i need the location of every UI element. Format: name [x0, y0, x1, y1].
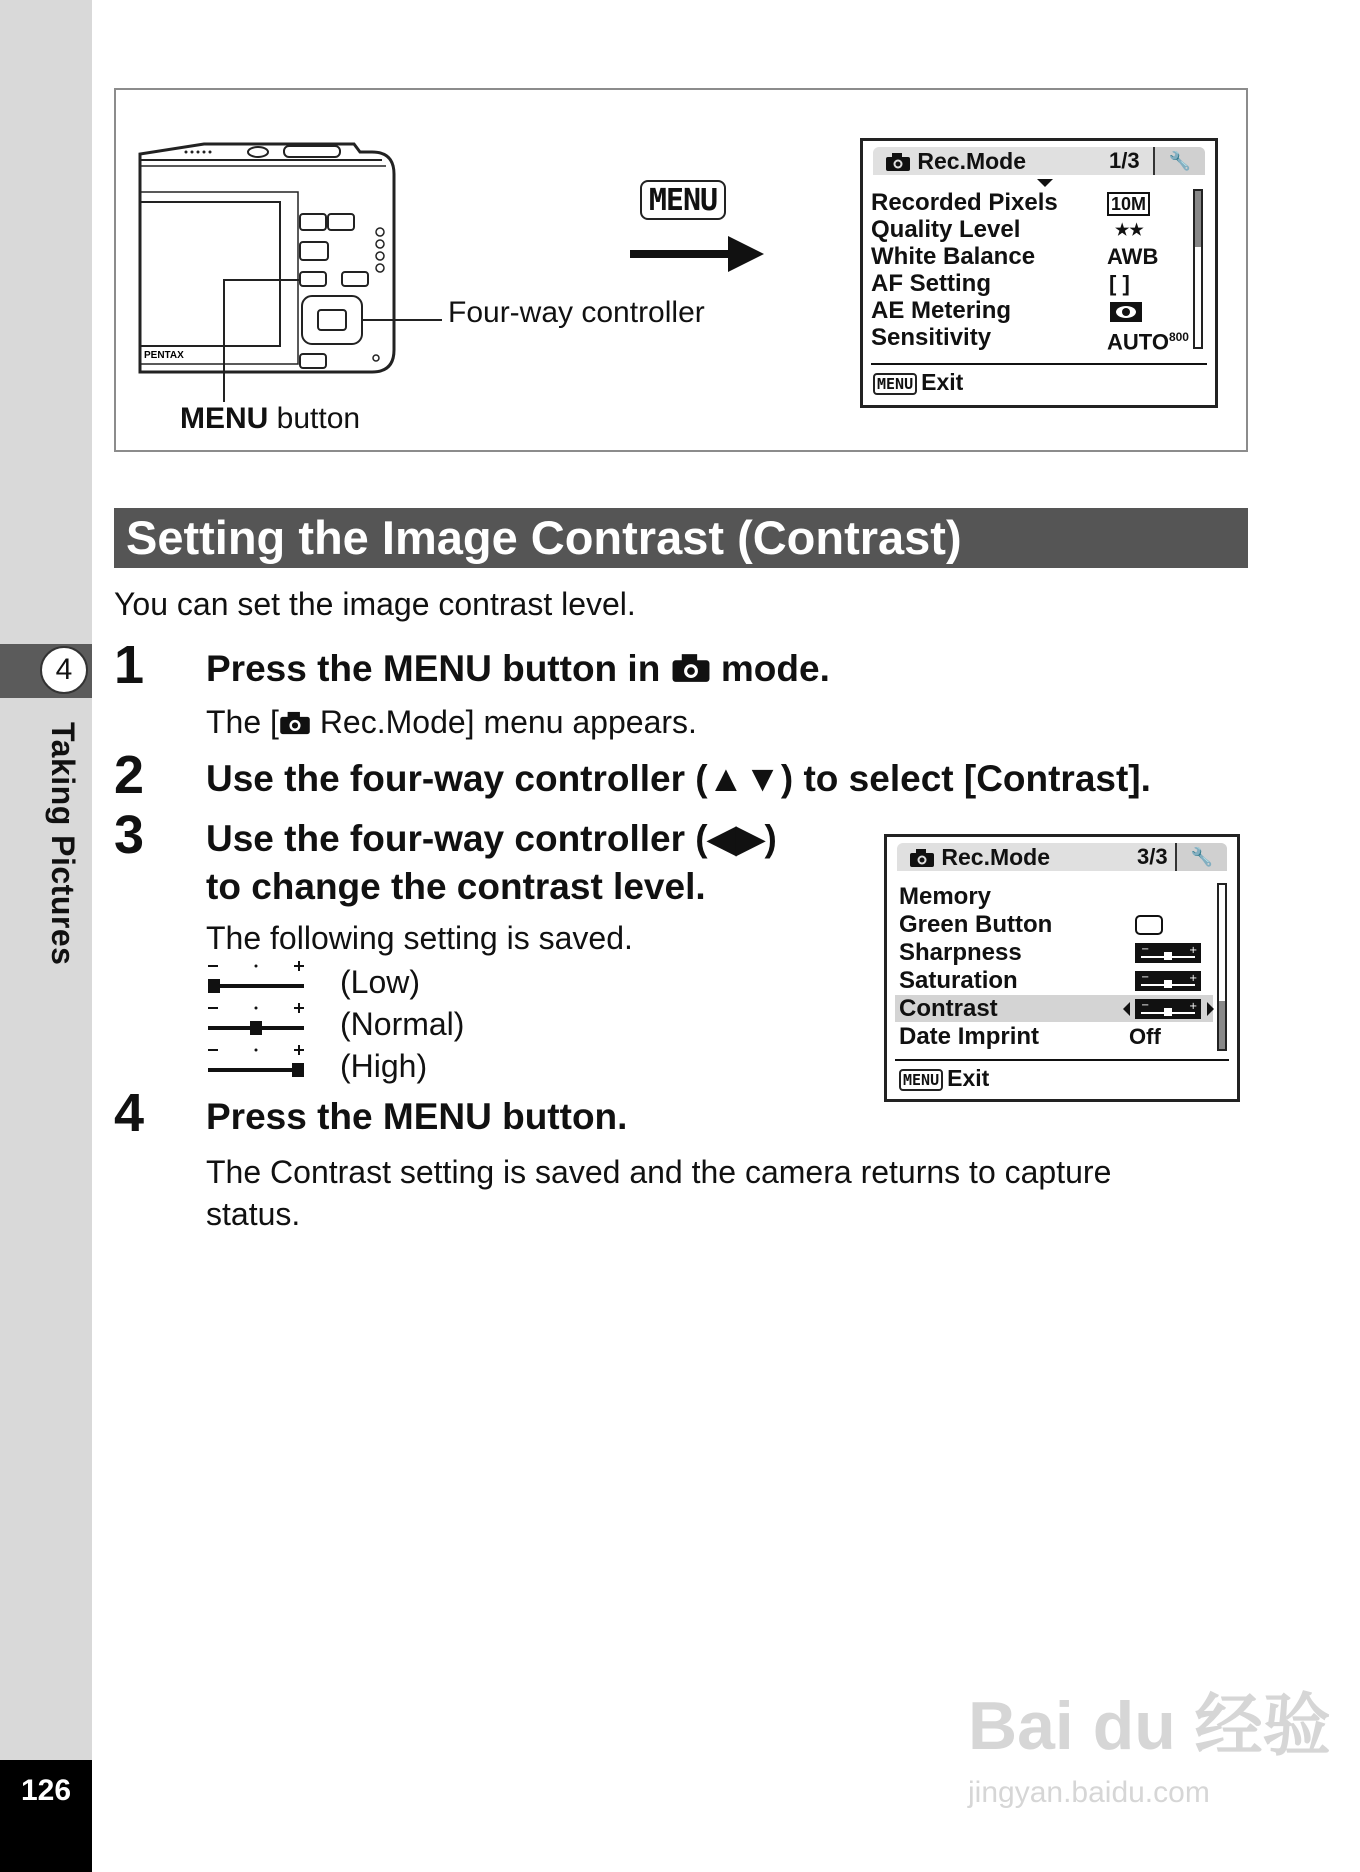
tab-pointer-icon — [1037, 179, 1053, 187]
rec-mode-screen-page-3 — [884, 834, 1240, 1102]
camera-brand: PENTAX — [144, 350, 184, 361]
camera-icon — [885, 152, 911, 172]
svg-text:+: + — [1189, 1001, 1198, 1012]
contrast-level-marker — [250, 1021, 262, 1035]
screen-footer — [873, 369, 963, 396]
controller-leader-line — [404, 318, 444, 322]
step-1-note — [206, 702, 697, 742]
screen-tab-title-text: Rec.Mode — [941, 844, 1051, 870]
menu-button-leader-line — [223, 390, 227, 402]
contrast-level-icon — [206, 960, 306, 1000]
step-2-number: 2 — [114, 745, 145, 805]
menu-item-contrast: Contrast — [899, 995, 998, 1022]
screen-tab-title — [909, 843, 1050, 871]
menu-scrollbar-thumb[interactable] — [1195, 191, 1201, 247]
sensitivity-value — [1107, 324, 1189, 355]
exit-label: Exit — [947, 1065, 990, 1091]
svg-text:+: + — [1189, 945, 1198, 956]
step-1-number: 1 — [114, 635, 145, 695]
screen-tab-title-text: Rec.Mode — [917, 148, 1027, 174]
watermark-url: jingyan.baidu.com — [968, 1776, 1210, 1809]
menu-button-callout — [180, 402, 360, 436]
wrench-icon: 🔧 — [1175, 843, 1227, 871]
screen-footer-divider — [895, 1059, 1229, 1061]
menu-item-af-setting: AF Setting — [871, 270, 991, 297]
step-1-text-b: button in — [491, 648, 671, 689]
arrow-right-icon — [624, 232, 768, 276]
rec-mode-screen-page-1 — [860, 138, 1218, 408]
recorded-pixels-value: 10M — [1107, 192, 1150, 216]
screen-page-indicator: 3/3 — [1137, 844, 1168, 869]
sensitivity-value-suffix: 800 — [1168, 330, 1189, 344]
menu-item-quality-level: Quality Level — [871, 216, 1021, 243]
svg-text:−: − — [1141, 1000, 1150, 1011]
menu-item-green-button: Green Button — [899, 911, 1053, 938]
menu-key-chip: MENU — [899, 1069, 943, 1091]
ae-metering-icon — [1109, 301, 1143, 323]
screen-footer-divider — [871, 363, 1207, 365]
menu-item-date-imprint: Date Imprint — [899, 1023, 1040, 1050]
step-4-number: 4 — [114, 1083, 145, 1143]
screen-footer — [899, 1065, 989, 1092]
quality-level-value: ★★ — [1115, 222, 1144, 239]
screen-tab-bar — [873, 147, 1205, 175]
contrast-level-icon — [206, 1002, 306, 1042]
step-1-note-b: Rec.Mode] menu appears. — [310, 704, 697, 740]
af-setting-value: [ ] — [1109, 271, 1130, 296]
menu-item-recorded-pixels: Recorded Pixels — [871, 189, 1058, 216]
exit-label: Exit — [921, 369, 964, 395]
contrast-level-marker — [292, 1063, 304, 1077]
contrast-level-label: (Low) — [340, 964, 421, 1000]
chapter-title: Taking Pictures — [45, 722, 81, 966]
menu-key-chip: MENU — [873, 373, 917, 395]
step-4-text-b: button. — [491, 1096, 628, 1137]
section-title: Setting the Image Contrast (Contrast) — [126, 511, 962, 564]
camera-icon — [279, 710, 311, 736]
contrast-level-label: (Normal) — [340, 1006, 465, 1042]
menu-scrollbar-thumb[interactable] — [1219, 1001, 1225, 1049]
step-2-text: Use the four-way controller (▲▼) to select [Contrast]. — [206, 758, 1151, 799]
saturation-slider-icon — [1135, 971, 1201, 991]
contrast-slider-icon[interactable] — [1135, 999, 1201, 1019]
menu-item-saturation: Saturation — [899, 967, 1018, 994]
svg-text:−: − — [1141, 972, 1150, 983]
step-4-menu-word: MENU — [382, 1096, 492, 1137]
step-4-note-line2: status. — [206, 1196, 301, 1232]
step-1-menu-word: MENU — [382, 648, 492, 689]
step-3-text-line2: to change the contrast level. — [206, 866, 706, 907]
step-3-number: 3 — [114, 805, 145, 865]
sensitivity-value-text: AUTO — [1107, 329, 1169, 355]
green-button-icon — [1135, 915, 1163, 935]
step-4-note-line1: The Contrast setting is saved and the camera returns to capture — [206, 1154, 1112, 1190]
step-4-text-a: Press the — [206, 1096, 383, 1137]
screen-tab-bar — [897, 843, 1227, 871]
sharpness-slider-icon — [1135, 943, 1201, 963]
white-balance-value: AWB — [1107, 244, 1159, 269]
menu-key-symbol: MENU — [640, 180, 726, 220]
contrast-level-icon — [206, 1044, 306, 1084]
contrast-level-marker — [208, 979, 220, 993]
chapter-number: 4 — [40, 646, 88, 694]
contrast-level-label: (High) — [340, 1048, 428, 1084]
screen-page-indicator: 1/3 — [1109, 148, 1140, 173]
value-decrease-icon[interactable] — [1123, 1002, 1130, 1016]
menu-button-callout-text: button — [268, 402, 361, 435]
menu-item-sensitivity: Sensitivity — [871, 324, 992, 351]
date-imprint-value: Off — [1129, 1024, 1161, 1049]
four-way-controller-callout: Four-way controller — [448, 296, 705, 329]
camera-icon — [909, 848, 935, 868]
step-1-text-c: mode. — [710, 648, 830, 689]
camera-icon — [671, 652, 711, 684]
menu-scrollbar[interactable] — [1193, 189, 1203, 349]
watermark-logo: Bai du 经验 — [968, 1688, 1331, 1764]
step-3-note: The following setting is saved. — [206, 920, 633, 956]
section-intro: You can set the image contrast level. — [114, 586, 636, 622]
step-1-text-a: Press the — [206, 648, 383, 689]
menu-item-white-balance: White Balance — [871, 243, 1036, 270]
menu-button-callout-key: MENU — [180, 402, 269, 435]
camera-back-illustration — [124, 130, 404, 390]
step-3-text-line1: Use the four-way controller (◀▶) — [206, 818, 777, 859]
wrench-icon: 🔧 — [1153, 147, 1205, 175]
step-1-text — [206, 646, 830, 692]
svg-text:−: − — [1141, 944, 1150, 955]
step-4-text — [206, 1094, 627, 1140]
menu-scrollbar[interactable] — [1217, 883, 1227, 1051]
screen-tab-title — [885, 147, 1026, 175]
menu-item-sharpness: Sharpness — [899, 939, 1022, 966]
page-number: 126 — [20, 1774, 72, 1807]
value-increase-icon[interactable] — [1207, 1002, 1214, 1016]
menu-item-ae-metering: AE Metering — [871, 297, 1012, 324]
svg-text:+: + — [1189, 973, 1198, 984]
menu-item-memory: Memory — [899, 883, 992, 910]
step-1-note-a: The [ — [206, 704, 279, 740]
